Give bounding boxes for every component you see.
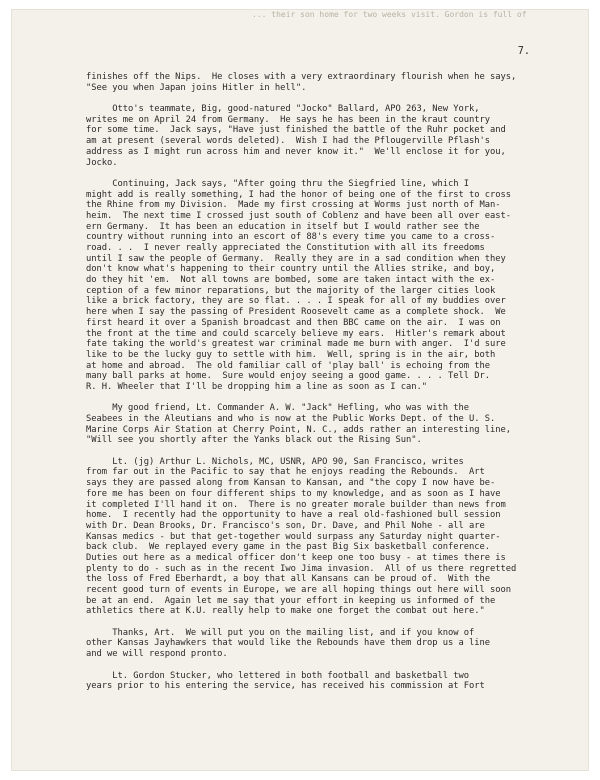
text-line: Duties out here as a medical officer don't keep one too busy - at times there is	[86, 552, 506, 563]
text-line: ception of a few minor reparations, but the majority of the larger cities look	[86, 285, 496, 296]
text-line: fore me has been on four different ships to my knowledge, and as soon as I have	[86, 488, 501, 499]
text-line: here when I say the passing of President Roosevelt came as a complete shock. We	[86, 307, 506, 318]
text-line: My good friend, Lt. Commander A. W. "Jack" Hefling, who was with the	[86, 403, 469, 414]
text-line: with Dr. Dean Brooks, Dr. Francisco's son, Dr. Dave, and Phil Nohe - all are	[86, 520, 485, 531]
text-line: Continuing, Jack says, "After going thru the Siegfried line, which I	[86, 178, 469, 189]
text-line: athletics there at K.U. really help to make one forget the combat out here."	[86, 606, 485, 617]
text-line: fate taking the world's greatest war criminal made me burn with anger. I'd sure	[86, 339, 506, 350]
text-line: from far out in the Pacific to say that he enjoys reading the Rebounds. Art	[86, 467, 485, 478]
paragraph	[86, 104, 556, 168]
text-line: like a brick factory, they are so flat. . . . I speak for all of my buddies over	[86, 296, 506, 307]
text-line: at home and abroad. The old familiar call of 'play ball' is echoing from the	[86, 360, 490, 371]
text-line: home. I recently had the opportunity to have a real old-fashioned bull session	[86, 510, 501, 521]
text-line: country without running into an escort of 88's every time you came to a cross-	[86, 232, 496, 243]
text-line: might add is really something, I had the honor of being one of the first to cross	[86, 189, 511, 200]
text-line: recent good turn of events in Europe, we are all hoping things out here will soon	[86, 585, 511, 595]
text-line: Lt. (jg) Arthur L. Nichols, MC, USNR, APO 90, San Francisco, writes	[86, 456, 464, 467]
text-line: the loss of Fred Eberhardt, a boy that all Kansans can be proud of. With the	[86, 574, 490, 585]
text-line: do they hit 'em. Not all towns are bombed, some are taken intact with the ex-	[86, 275, 496, 286]
text-line: years prior to his entering the service, has received his commission at Fort	[86, 681, 485, 692]
text-line: Thanks, Art. We will put you on the mailing list, and if you know of	[86, 627, 475, 638]
text-line: address as I might run across him and never know it." We'll enclose it for you,	[86, 146, 506, 157]
text-line: plenty to do - such as in the recent Iwo Jima invasion. All of us there regretted	[86, 563, 517, 574]
text-line: Otto's teammate, Big, good-natured "Jocko" Ballard, APO 263, New York,	[86, 104, 480, 115]
text-line: for some time. Jack says, "Have just finished the battle of the Ruhr pocket and	[86, 125, 506, 136]
paragraph-gap	[86, 660, 556, 671]
text-line: finishes off the Nips. He closes with a very extraordinary flourish when he says,	[86, 72, 517, 82]
text-line: the Rhine from my Division. Made my first crossing at Worms just north of Man-	[86, 200, 501, 211]
text-line: don't know what's happening to their country until the Allies strike, and boy,	[86, 264, 496, 275]
text-line: "See you when Japan joins Hitler in hell".	[86, 82, 307, 93]
paragraph-gap	[86, 93, 556, 104]
text-line: and we will respond pronto.	[86, 649, 228, 660]
paragraph	[86, 179, 556, 393]
text-line: back club. We replayed every game in the past Big Six basketball conference.	[86, 542, 490, 553]
paragraph	[86, 457, 556, 617]
text-line: Seabees in the Aleutians and who is now at the Public Works Dept. of the U. S.	[86, 414, 496, 424]
text-line: Marine Corps Air Station at Cherry Point, N. C., adds rather an interesting line,	[86, 424, 511, 435]
text-line: Lt. Gordon Stucker, who lettered in both football and basketball two	[86, 670, 469, 681]
bleed-through-text: ... their son home for two weeks visit. Gordon is full of	[252, 10, 527, 19]
text-line: road. . . I never really appreciated the Constitution with all its freedoms	[86, 243, 485, 253]
letter-body	[86, 72, 556, 692]
typed-page	[12, 10, 588, 770]
paragraph	[86, 72, 556, 93]
paragraph-gap	[86, 168, 556, 179]
text-line: "Will see you shortly after the Yanks black out the Rising Sun".	[86, 435, 422, 446]
paragraph-gap	[86, 617, 556, 628]
text-line: Jocko.	[86, 157, 118, 168]
text-line: says they are passed along from Kansan to Kansan, and "the copy I now have be-	[86, 478, 496, 489]
text-line: it completed I'll hand it on. There is no greater morale builder than news from	[86, 499, 506, 510]
text-line: am at present (several words deleted). Wish I had the Pflougerville Pflash's	[86, 136, 490, 147]
paragraph-gap	[86, 393, 556, 404]
text-line: like to be the lucky guy to settle with him. Well, spring is in the air, both	[86, 349, 496, 360]
text-line: the front at the time and could scarcely believe my ears. Hitler's remark about	[86, 328, 506, 339]
text-line: Kansas medics - but that get-together would surpass any Saturday night quarter-	[86, 531, 501, 542]
text-line: until I saw the people of Germany. Really they are in a sad condition when they	[86, 253, 506, 264]
paragraph	[86, 671, 556, 692]
text-line: ern Germany. It has been an education in itself but I would rather see the	[86, 221, 480, 232]
text-line: R. H. Wheeler that I'll be dropping him a line as soon as I can."	[86, 381, 428, 392]
text-line: writes me on April 24 from Germany. He says he has been in the kraut country	[86, 114, 490, 125]
text-line: first heard it over a Spanish broadcast and then BBC came on the air. I was on	[86, 317, 501, 328]
paragraph	[86, 403, 556, 446]
paragraph	[86, 628, 556, 660]
text-line: be at an end. Again let me say that your effort in keeping us informed of the	[86, 595, 496, 606]
page-number: 7.	[517, 46, 530, 57]
paragraph-gap	[86, 446, 556, 457]
text-line: many ball parks at home. Sure would enjoy seeing a good game. . . . Tell Dr.	[86, 371, 490, 382]
text-line: other Kansas Jayhawkers that would like the Rebounds have them drop us a line	[86, 638, 490, 649]
text-line: heim. The next time I crossed just south of Coblenz and have been all over east-	[86, 210, 511, 221]
